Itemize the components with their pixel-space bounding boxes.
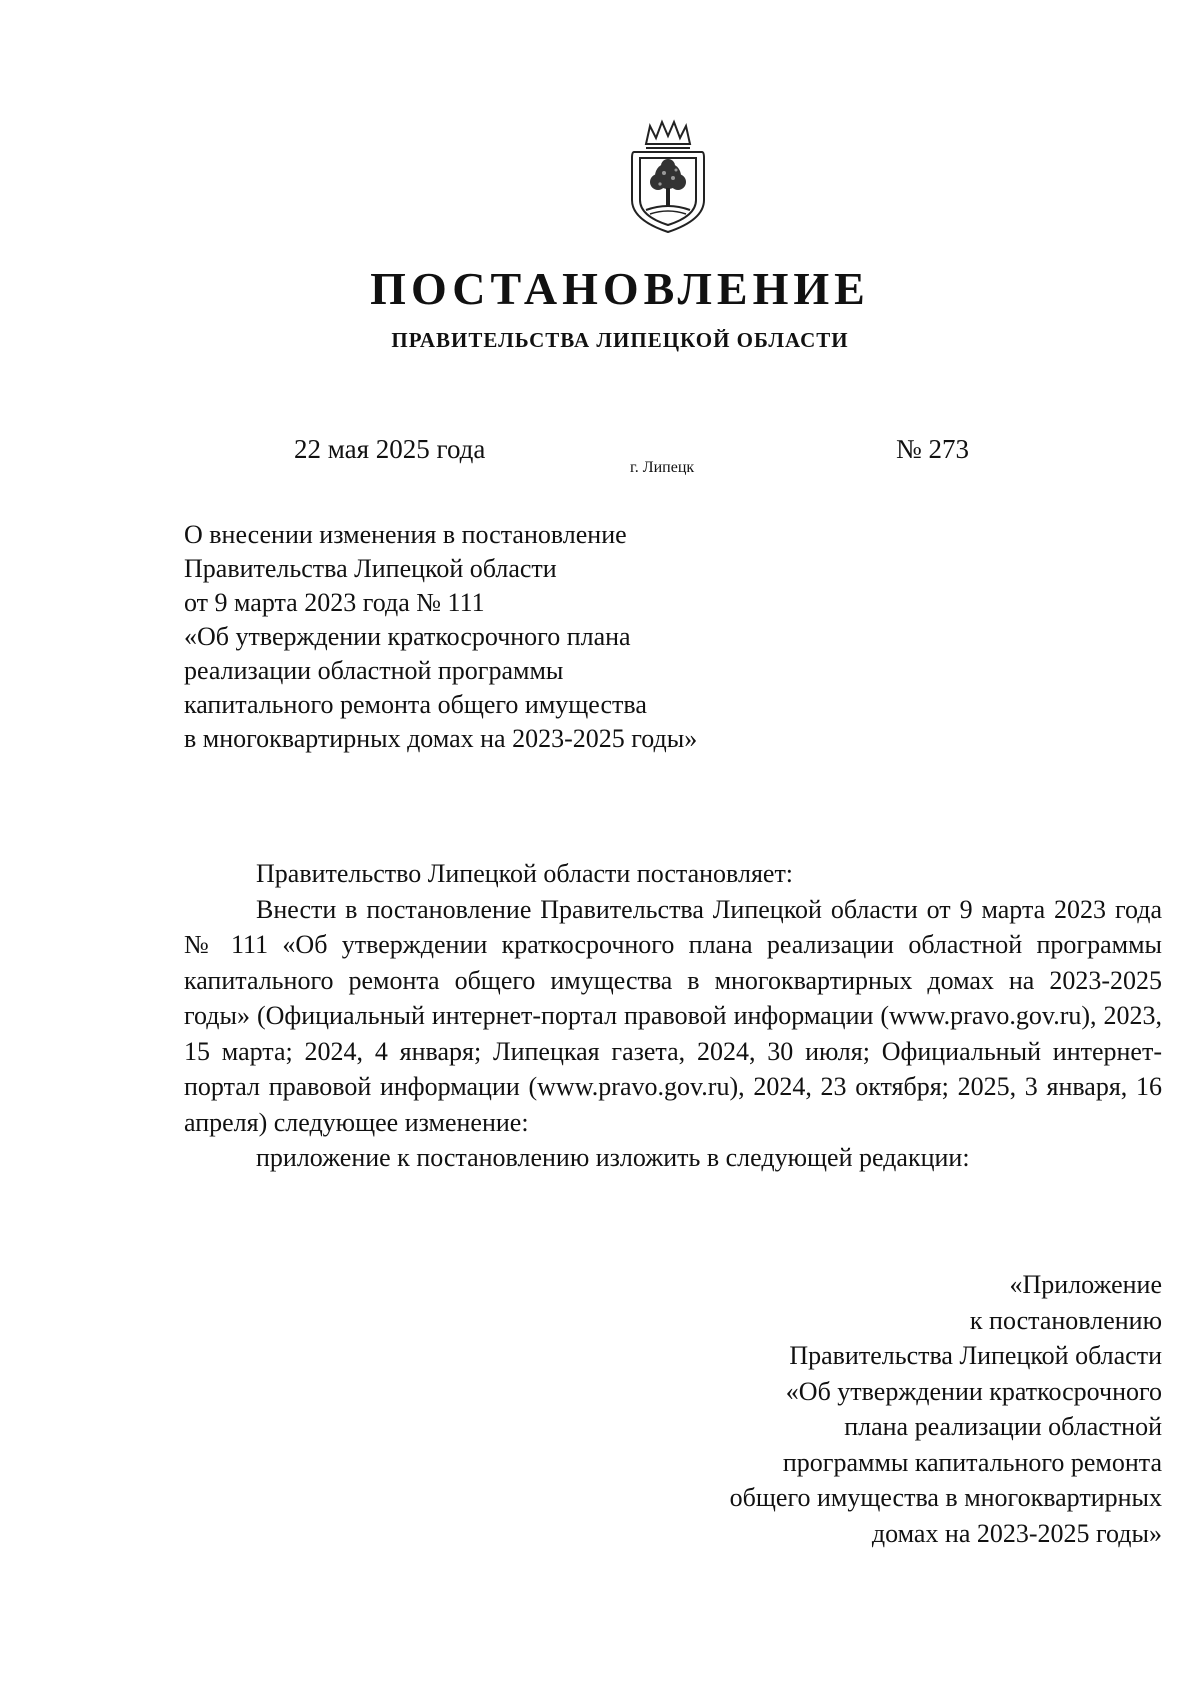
subject-line: «Об утверждении краткосрочного плана	[184, 622, 631, 651]
subject-line: капитального ремонта общего имущества	[184, 690, 647, 719]
document-place: г. Липецк	[630, 459, 695, 476]
annex-line: программы капитального ремонта	[782, 1447, 1162, 1477]
document-subject	[184, 518, 804, 756]
body-main-paragraph: Внести в постановление Правительства Липецкой области от 9 марта 2023 года № 111 «Об утверждении краткосрочного плана реализации областной программы капитального ремонта общего имущества в многоквартирных домах на 2023-2025 годы» (Официальный интернет-портал правовой информации (www.pravo.gov.ru), 2023, 15 марта; 2024, 4 января; Липецкая газета, 2024, 30 июля; Официальный интернет-портал правовой информации (www.pravo.gov.ru), 2024, 23 октября; 2025, 3 января, 16 апреля) следующее изменение:	[184, 894, 1162, 1137]
annex-line: домах на 2023-2025 годы»	[871, 1518, 1162, 1548]
annex-header	[640, 1267, 1162, 1551]
subject-line: реализации областной программы	[184, 656, 564, 685]
annex-line: «Об утверждении краткосрочного	[785, 1376, 1162, 1406]
document-number: № 273	[896, 434, 970, 464]
subject-line: от 9 марта 2023 года № 111	[184, 588, 485, 617]
coat-of-arms-icon	[624, 118, 712, 238]
annex-line: Правительства Липецкой области	[789, 1341, 1162, 1370]
subject-line: в многоквартирных домах на 2023-2025 годы»	[184, 724, 698, 753]
body-instruction: приложение к постановлению изложить в следующей редакции:	[256, 1143, 970, 1172]
subject-line: Правительства Липецкой области	[184, 554, 557, 583]
annex-line: «Приложение	[1009, 1270, 1162, 1299]
document-date: 22 мая 2025 года	[294, 434, 486, 464]
body-intro: Правительство Липецкой области постановляет:	[256, 859, 794, 888]
subject-line: О внесении изменения в постановление	[184, 520, 627, 549]
annex-line: к постановлению	[969, 1305, 1162, 1335]
annex-line: плана реализации областной	[844, 1412, 1162, 1441]
issuer-title: ПРАВИТЕЛЬСТВА ЛИПЕЦКОЙ ОБЛАСТИ	[391, 328, 849, 352]
annex-line: общего имущества в многоквартирных	[729, 1483, 1162, 1512]
document-body	[184, 856, 1162, 1176]
document-type-title: ПОСТАНОВЛЕНИЕ	[370, 263, 870, 314]
